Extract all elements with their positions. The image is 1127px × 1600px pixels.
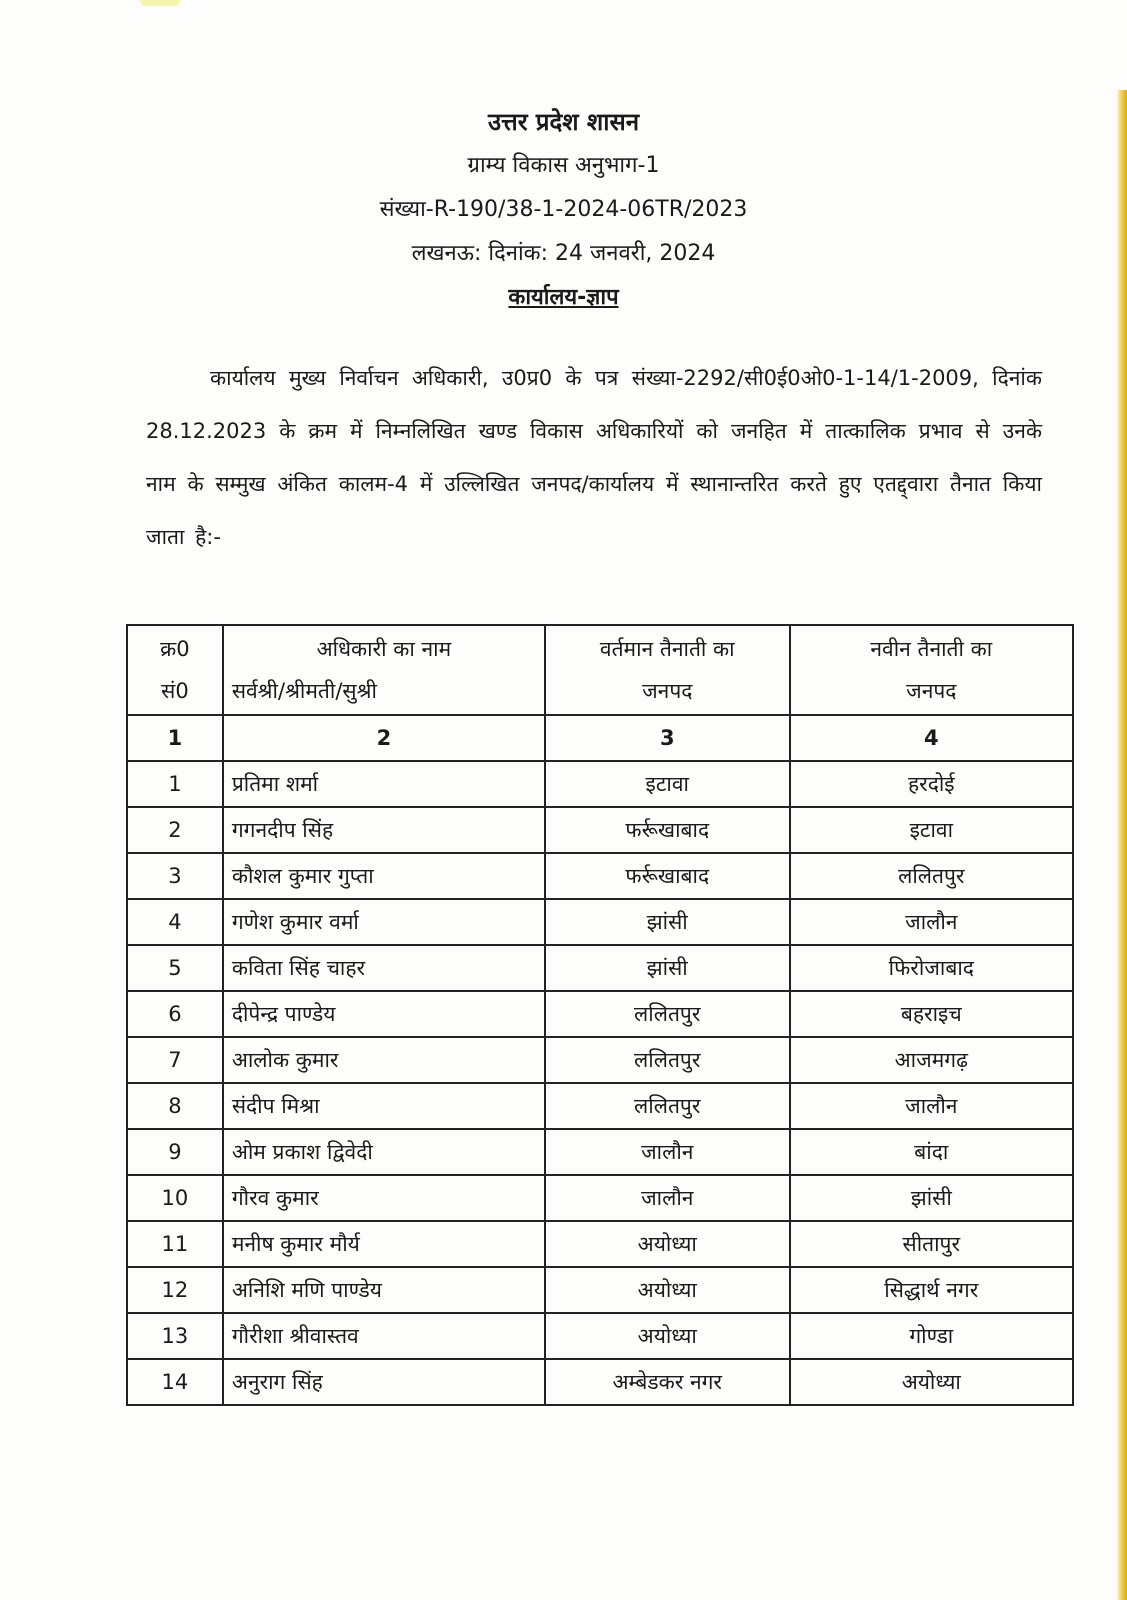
body-paragraph: कार्यालय मुख्य निर्वाचन अधिकारी, उ0प्र0 के पत्र संख्या-2292/सी0ई0ओ0-1-14/1-2009, दिनांक 28.12.2023 के क्रम में निम्नलिखित खण्ड विकास अधिकारियों को जनहित में तात्कालिक प्रभाव से उनके नाम के सम्मुख अंकित कालम-4 में उल्लिखित जनपद/कार्यालय में स्थानान्तरित करते हुए एतद्द्वारा तैनात किया जाता है:- [146,366,1042,549]
current-posting-cell: अयोध्या [545,1313,790,1359]
government-title: उत्तर प्रदेश शासन [487,108,640,136]
table-row [127,1313,1073,1359]
table-row [127,761,1073,807]
new-posting-cell: फिरोजाबाद [790,945,1073,991]
new-posting-cell: सिद्धार्थ नगर [790,1267,1073,1313]
column-number-row [127,715,1073,761]
serial-cell: 4 [127,899,223,945]
officer-name-cell: कविता सिंह चाहर [223,945,545,991]
current-posting-cell: ललितपुर [545,991,790,1037]
header-new-posting: नवीन तैनाती का जनपद [790,625,1073,715]
current-posting-cell: जालौन [545,1129,790,1175]
serial-cell: 13 [127,1313,223,1359]
table-row [127,945,1073,991]
new-posting-cell: आजमगढ़ [790,1037,1073,1083]
place-date: लखनऊ: दिनांक: 24 जनवरी, 2024 [411,241,716,266]
officer-name-cell: प्रतिमा शर्मा [223,761,545,807]
column-number: 1 [127,715,223,761]
current-posting-cell: झांसी [545,945,790,991]
new-posting-cell: हरदोई [790,761,1073,807]
current-posting-cell: अम्बेडकर नगर [545,1359,790,1405]
header-serial: क्र0 सं0 [127,625,223,715]
table-row [127,1175,1073,1221]
current-posting-cell: जालौन [545,1175,790,1221]
table-row [127,1267,1073,1313]
table-row [127,899,1073,945]
new-posting-cell: बहराइच [790,991,1073,1037]
serial-cell: 7 [127,1037,223,1083]
new-posting-cell: अयोध्या [790,1359,1073,1405]
serial-cell: 14 [127,1359,223,1405]
new-posting-cell: जालौन [790,899,1073,945]
officer-name-cell: संदीप मिश्रा [223,1083,545,1129]
paper-smudge [140,0,180,6]
new-posting-cell: बांदा [790,1129,1073,1175]
officer-name-cell: मनीष कुमार मौर्य [223,1221,545,1267]
column-number: 2 [223,715,545,761]
serial-cell: 6 [127,991,223,1037]
officer-name-cell: अनिशि मणि पाण्डेय [223,1267,545,1313]
new-posting-cell: ललितपुर [790,853,1073,899]
officer-name-cell: गौरीशा श्रीवास्तव [223,1313,545,1359]
table-row [127,1359,1073,1405]
column-number: 3 [545,715,790,761]
officer-name-cell: गगनदीप सिंह [223,807,545,853]
header-officer-name: अधिकारी का नाम सर्वश्री/श्रीमती/सुश्री [223,625,545,715]
current-posting-cell: ललितपुर [545,1083,790,1129]
document-type: कार्यालय-ज्ञाप [508,285,619,310]
current-posting-cell: फर्रूखाबाद [545,807,790,853]
table-row [127,1221,1073,1267]
officer-name-cell: ओम प्रकाश द्विवेदी [223,1129,545,1175]
table-row [127,1037,1073,1083]
officer-name-cell: गौरव कुमार [223,1175,545,1221]
current-posting-cell: अयोध्या [545,1221,790,1267]
officer-name-cell: आलोक कुमार [223,1037,545,1083]
new-posting-cell: जालौन [790,1083,1073,1129]
reference-number: संख्या-R-190/38-1-2024-06TR/2023 [379,197,748,222]
header-current-posting: वर्तमान तैनाती का जनपद [545,625,790,715]
officer-name-cell: दीपेन्द्र पाण्डेय [223,991,545,1037]
current-posting-cell: झांसी [545,899,790,945]
officer-name-cell: अनुराग सिंह [223,1359,545,1405]
postings-table [126,624,1074,1406]
serial-cell: 1 [127,761,223,807]
column-number: 4 [790,715,1073,761]
document-header [0,100,1127,320]
table-row [127,853,1073,899]
serial-cell: 3 [127,853,223,899]
current-posting-cell: इटावा [545,761,790,807]
current-posting-cell: फर्रूखाबाद [545,853,790,899]
table-row [127,807,1073,853]
new-posting-cell: सीतापुर [790,1221,1073,1267]
officer-name-cell: गणेश कुमार वर्मा [223,899,545,945]
table-header-row [127,625,1073,715]
serial-cell: 8 [127,1083,223,1129]
current-posting-cell: ललितपुर [545,1037,790,1083]
serial-cell: 5 [127,945,223,991]
section-name: ग्राम्य विकास अनुभाग-1 [467,153,660,178]
table-row [127,1129,1073,1175]
serial-cell: 9 [127,1129,223,1175]
officer-name-cell: कौशल कुमार गुप्ता [223,853,545,899]
new-posting-cell: झांसी [790,1175,1073,1221]
serial-cell: 11 [127,1221,223,1267]
new-posting-cell: इटावा [790,807,1073,853]
serial-cell: 12 [127,1267,223,1313]
table-row [127,1083,1073,1129]
table-row [127,991,1073,1037]
serial-cell: 10 [127,1175,223,1221]
current-posting-cell: अयोध्या [545,1267,790,1313]
new-posting-cell: गोण्डा [790,1313,1073,1359]
serial-cell: 2 [127,807,223,853]
